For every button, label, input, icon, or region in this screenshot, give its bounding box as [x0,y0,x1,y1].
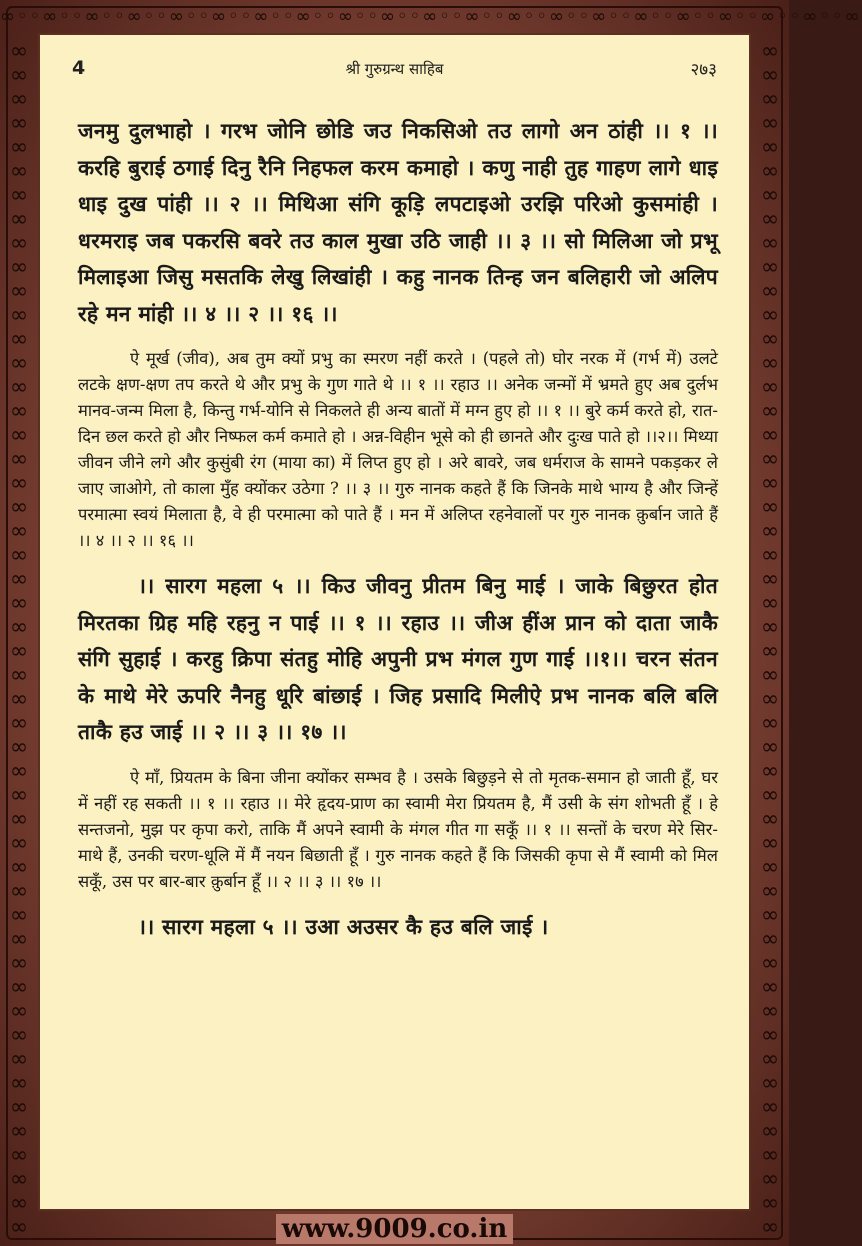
page-title: श्री गुरुग्रन्थ साहिब [345,60,444,78]
translation-paragraph-2: ऐ माँ, प्रियतम के बिना जीना क्योंकर सम्भव है । उसके बिछुड़ने से तो मृतक-समान हो जाती हूँ, घर में नहीं रह सकती ।। १ ।। रहाउ ।। मेरे हृदय-प्राण का स्वामी मेरा प्रियतम है, मैं उसी के संग शोभती हूँ । हे सन्तजनो, मुझ पर कृपा करो, ताकि मैं अपने स्वामी के मंगल गीत गा सकूँ ।। १ ।। सन्तों के चरण मेरे सिर-माथे हैं, उनकी चरण-धूलि में मैं नयन बिछाती हूँ । गुरु नानक कहते हैं कि जिसकी कृपा से मैं स्वामी को मिल सकूँ, उस पर बार-बार क़ुर्बान हूँ ।। २ ।। ३ ।। १७ ।। [78,767,718,891]
scripture-page [38,33,751,1211]
website-url[interactable]: www.9009.co.in [276,1214,514,1244]
right-ornament-border: ∞∞∞∞∞∞∞∞∞∞∞∞∞∞∞∞∞∞∞∞∞∞∞∞∞∞∞∞∞∞∞∞∞∞∞∞∞∞∞∞∞∞∞∞∞∞∞∞∞∞ [760,39,780,1240]
footer-website [0,1212,789,1246]
translation-paragraph-1: ऐ मूर्ख (जीव), अब तुम क्यों प्रभु का स्मरण नहीं करते । (पहले तो) घोर नरक में (गर्भ में) उलटे लटके क्षण-क्षण तप करते थे और प्रभु के गुण गाते थे ।। १ ।। रहाउ ।। अनेक जन्मों में भ्रमते हुए अब दुर्लभ मानव-जन्म मिला है, किन्तु गर्भ-योनि से निकलते ही अन्य बातों में मग्न हुए हो ।। १ ।। बुरे कर्म करते हो, रात-दिन छल करते हो और निष्फल कर्म कमाते हो । अन्न-विहीन भूसे को ही छानते और दुःख पाते हो ।।२।। मिथ्या जीवन जीने लगे और कुसुंबी रंग (माया का) में लिप्त हुए हो । अरे बावरे, जब धर्मराज के सामने पकड़कर ले जाए जाओगे, तो काला मुँह क्योंकर उठेगा ? ।। ३ ।। गुरु नानक कहते हैं कि जिनके माथे भाग्य है और जिन्हें परमात्मा स्वयं मिलाता है, वे ही परमात्मा को पाते हैं । मन में अलिप्त रहनेवालों पर गुरु नानक क़ुर्बान जाते हैं ।। ४ ।। २ ।। १६ ।। [78,349,718,550]
section-number: 4 [72,57,86,79]
page-header [38,57,751,85]
left-ornament-border: ∞∞∞∞∞∞∞∞∞∞∞∞∞∞∞∞∞∞∞∞∞∞∞∞∞∞∞∞∞∞∞∞∞∞∞∞∞∞∞∞∞∞∞∞∞∞∞∞∞∞ [9,39,29,1240]
page-content [78,113,718,945]
gurbani-verse-3: ।। सारग महला ५ ।। उआ अउसर कै हउ बलि जाई । [138,914,549,939]
gurbani-verse-2: ।। सारग महला ५ ।। किउ जीवनु प्रीतम बिनु माई । जाके बिछुरत होत मिरतका ग्रिह महि रहनु न पाई ।। १ ।। रहाउ ।। जीअ हींअ प्रान को दाता जाकै संगि सुहाई । करहु क्रिपा संतहु मोहि अपुनी प्रभ मंगल गुण गाई ।।१।। चरन संतन के माथे मेरे ऊपरि नैनहु धूरि बांछाई । जिह प्रसादि मिलीऐ प्रभ नानक बलि बलि ताकै हउ जाई ।। २ ।। ३ ।। १७ ।। [78,574,718,744]
top-ornament-border: ∞◦◦∞◦◦∞◦◦∞◦◦∞◦◦∞◦◦∞◦◦∞◦◦∞◦◦∞◦◦∞◦◦∞◦◦∞◦◦∞◦◦∞◦◦∞◦◦∞◦◦∞◦◦∞◦◦∞◦◦∞ [0,6,862,27]
gurbani-verse-1: जनमु दुलभाहो । गरभ जोनि छोडि जउ निकसिओ तउ लागो अन ठांही ।। १ ।। करहि बुराई ठगाई दिनु रैनि निहफल करम कमाहो । कणु नाही तुह गाहण लागे धाइ धाइ दुख पांही ।। २ ।। मिथिआ संगि कूड़ि लपटाइओ उरझि परिओ कुसमांही । धरमराइ जब पकरसि बवरे तउ काल मुखा उठि जाही ।। ३ ।। सो मिलिआ जो प्रभू मिलाइआ जिसु मसतकि लेखु लिखांही । कहु नानक तिन्ह जन बलिहारी जो अलिप रहे मन मांही ।। ४ ।। २ ।। १६ ।। [78,119,718,326]
page-number: २७३ [690,60,717,80]
